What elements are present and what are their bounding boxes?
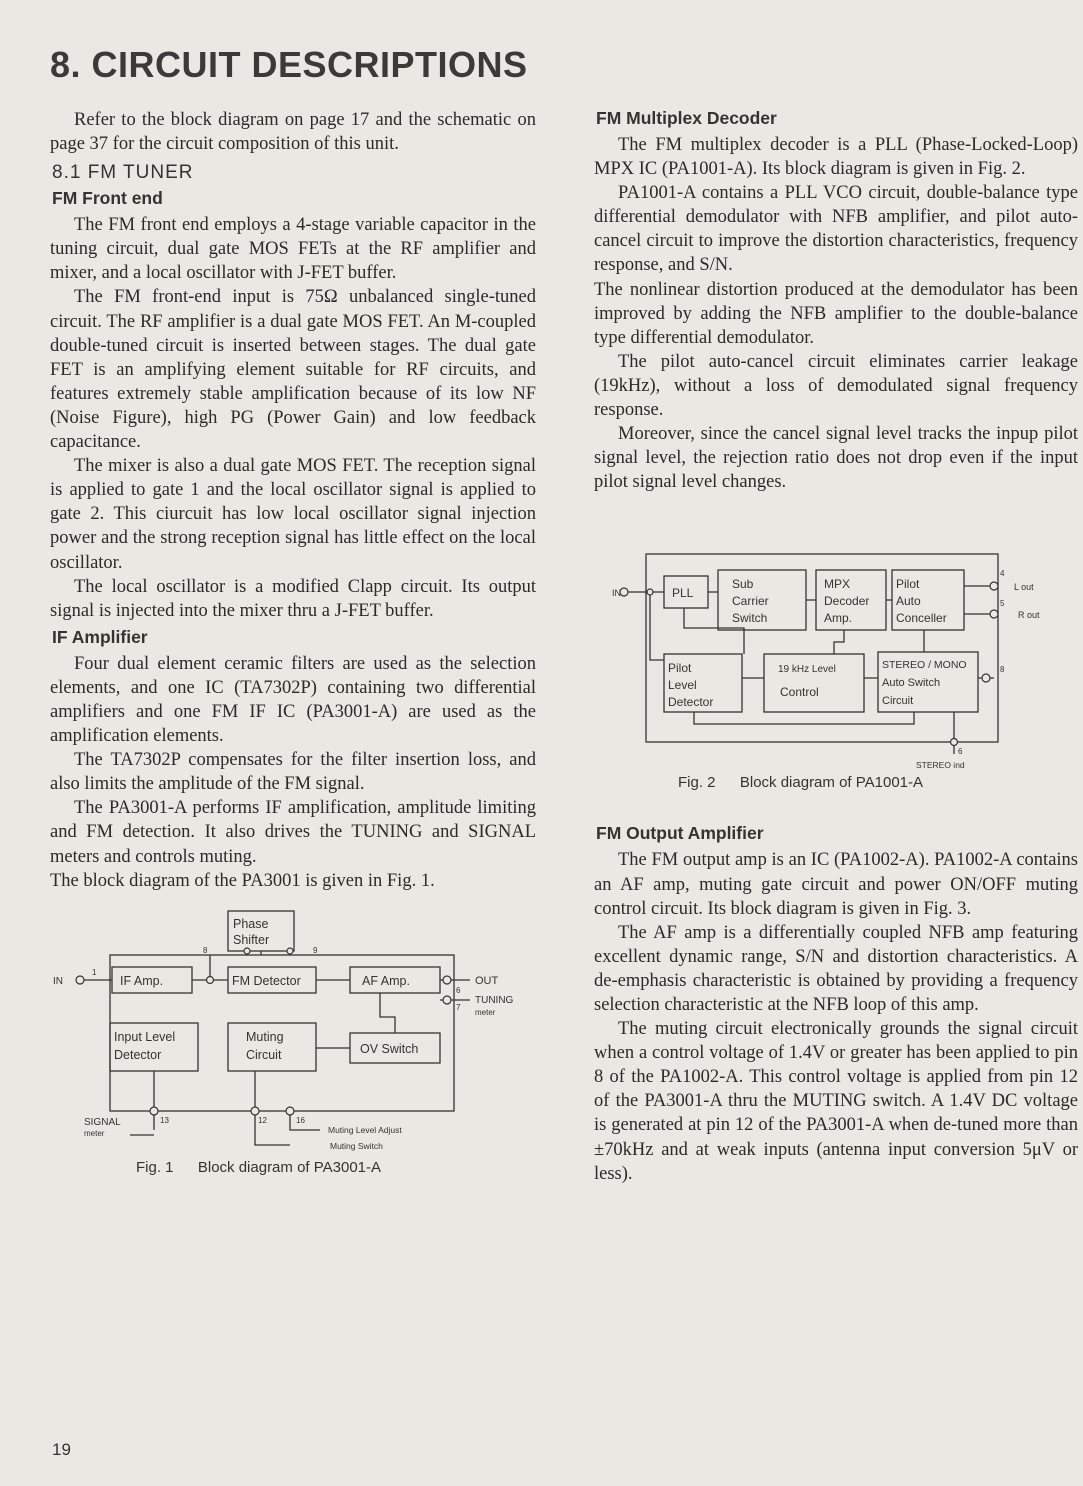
- if-paragraph-3: The PA3001-A performs IF amplification, amplitude limiting and FM detection. It also drives the TUNING and SIGNAL meters and controls muting.: [50, 798, 536, 867]
- subheading-fm-front-end: FM Front end: [52, 188, 163, 209]
- fig1-label-if-amp: IF Amp.: [120, 973, 164, 988]
- mpx-paragraph-3: The nonlinear distortion produced at the demodulator has been improved by adding the NFB amplifier to the double-balance type differential demodulator.: [594, 279, 1078, 348]
- subheading-fm-multiplex-decoder: FM Multiplex Decoder: [596, 108, 777, 128]
- fig1-label-muting-level-adjust: Muting Level Adjust: [328, 1124, 402, 1135]
- fig1-caption-text: Block diagram of PA3001-A: [197, 1158, 382, 1176]
- fig2-label-pll: PLL: [672, 586, 694, 601]
- front-end-paragraph-3: The mixer is also a dual gate MOS FET. The reception signal is applied to gate 1 and the local oscillator signal is applied to gate 2. This ciurcuit has low local oscillator signal injection power and the strong reception signal has little effect on the local oscillator.: [50, 456, 536, 573]
- fig2-label-in: IN: [612, 588, 621, 599]
- fig2-pin-4: 4: [1000, 569, 1005, 579]
- fig1-caption-number: Fig. 1: [136, 1158, 174, 1176]
- fig1-caption: [136, 1159, 536, 1176]
- fig2-pin-8: 8: [1000, 665, 1005, 675]
- fig2-label-stereo-1: STEREO / MONO: [882, 659, 967, 672]
- fig2-pin-5: 5: [1000, 599, 1005, 609]
- fig1-label-signal-2: meter: [84, 1128, 105, 1138]
- if-paragraph-1: Four dual element ceramic filters are used as the selection elements, and one IC (TA7302P) containing two differential amplifiers and one FM IF IC (PA3001-A) are used as the amplification elements.: [50, 653, 536, 747]
- fig1-label-fm-detector: FM Detector: [232, 973, 301, 988]
- fig1-pin-12: 12: [258, 1115, 267, 1125]
- fig2-caption: [678, 774, 1078, 791]
- fig1-label-signal-1: SIGNAL: [84, 1116, 121, 1128]
- fig2-label-l-out: L out: [1014, 582, 1034, 593]
- fig1-pin-13: 13: [160, 1115, 169, 1125]
- fig2-label-pilot-2: Auto: [896, 594, 921, 609]
- fig1-pin-9: 9: [313, 945, 318, 955]
- fig2-outer-frame: [646, 554, 998, 742]
- fig1-pin-7: 7: [456, 1002, 461, 1012]
- fig1-pin-1: 1: [92, 967, 97, 977]
- mpx-paragraph-4: The pilot auto-cancel circuit eliminates carrier leakage (19kHz), without a loss of demodulated signal frequency response.: [594, 351, 1078, 421]
- intro-paragraph: Refer to the block diagram on page 17 and the schematic on page 37 for the circuit composition of this unit.: [50, 110, 536, 155]
- fig1-label-muting-1: Muting: [246, 1029, 284, 1044]
- fig2-caption-text: Block diagram of PA1001-A: [739, 774, 924, 792]
- fig2-label-sub-3: Switch: [732, 611, 768, 626]
- fig2-label-mpx-1: MPX: [824, 577, 851, 592]
- fig1-block-diagram: [50, 905, 530, 1155]
- fig2-label-pilot-level-3: Detector: [668, 695, 714, 710]
- front-end-paragraph-4: The local oscillator is a modified Clapp circuit. Its output signal is injected into the mixer thru a J-FET buffer.: [50, 576, 536, 621]
- fig2-label-sub-2: Carrier: [732, 594, 769, 609]
- output-paragraph-2: The AF amp is a differentially coupled NFB amp featuring excellent dynamic range, S/N and distortion characteristics. A de-emphasis characteristic is obtained by providing a frequency selection characteristic at the NFB loop of this amp.: [594, 922, 1078, 1015]
- fig2-19khz-control-box: [764, 654, 864, 712]
- if-paragraph-2: The TA7302P compensates for the filter insertion loss, and also limits the amplitude of the FM signal.: [50, 750, 536, 795]
- fig1-label-out: OUT: [475, 974, 499, 987]
- fig1-label-af-amp: AF Amp.: [362, 973, 410, 988]
- fig2-label-stereo-ind: STEREO ind: [916, 760, 965, 771]
- fig1-label-tuning-1: TUNING: [475, 994, 514, 1006]
- mpx-paragraph-1: The FM multiplex decoder is a PLL (Phase-Locked-Loop) MPX IC (PA1001-A). Its block diagram is given in Fig. 2.: [594, 135, 1078, 180]
- fig1-label-muting-switch: Muting Switch: [330, 1140, 383, 1151]
- fig1-pin-6: 6: [456, 985, 461, 995]
- fig1-label-muting-2: Circuit: [246, 1047, 282, 1062]
- fig1-pin-16: 16: [296, 1115, 305, 1125]
- fig2-label-stereo-3: Circuit: [882, 695, 914, 708]
- fig2-label-r-out: R out: [1018, 610, 1040, 621]
- output-paragraph-3: The muting circuit electronically grounds the signal circuit when a control voltage of 1.4V or greater has been applied to pin 8 of the PA1002-A. This control voltage is applied from pin 12 of the PA3001-A thru the MUTING switch. A 1.4V DC voltage is generated at pin 12 of the PA3001-A when de-tuned more than ±70kHz and at weak inputs (antenna input conversion 5μV or less).: [594, 1019, 1078, 1184]
- fig2-label-sub-1: Sub: [732, 577, 754, 592]
- fig1-pin-8: 8: [203, 945, 208, 955]
- if-paragraph-4: The block diagram of the PA3001 is given in Fig. 1.: [50, 870, 435, 891]
- fig2-label-pilot-3: Conceller: [896, 611, 947, 626]
- right-column: [594, 108, 1078, 1186]
- fig2-label-mpx-2: Decoder: [824, 594, 870, 609]
- page-number: 19: [52, 1440, 71, 1459]
- page-title: 8. CIRCUIT DESCRIPTIONS: [50, 44, 528, 85]
- front-end-paragraph-2: The FM front-end input is 75Ω unbalanced single-tuned circuit. The RF amplifier is a dual gate MOS FET. An M-coupled double-tuned circuit is inserted between stages. The dual gate FET is an amplifying element suitable for RF circuits, and features extremely stable amplification because of its low NF (Noise Figure), high PG (Power Gain) and low feedback capacitance.: [50, 287, 536, 453]
- fig2-label-stereo-2: Auto Switch: [882, 677, 941, 690]
- fig2-pin-6: 6: [958, 747, 963, 757]
- mpx-paragraph-2: PA1001-A contains a PLL VCO circuit, double-balance type differential demodulator with NFB amplifier, and pilot auto-cancel circuit to improve the distortion characteristics, frequency response, and S/N.: [594, 183, 1078, 276]
- fig2-block-diagram: [594, 548, 1078, 774]
- front-end-paragraph-1: The FM front end employs a 4-stage variable capacitor in the tuning circuit, dual gate MOS FETs at the RF amplifier and mixer, and a local oscillator with J-FET buffer.: [50, 215, 536, 284]
- fig2-label-pilot-level-1: Pilot: [668, 661, 692, 676]
- fig1-label-input-level-2: Detector: [114, 1047, 162, 1062]
- mpx-paragraph-5: Moreover, since the cancel signal level tracks the inpup pilot signal level, the rejection ratio does not drop even if the input pilot signal level changes.: [594, 424, 1078, 493]
- fig2-label-control-2: Control: [780, 685, 819, 700]
- fig1-label-in: IN: [53, 975, 63, 987]
- fig1-label-phase-2: Shifter: [233, 932, 270, 947]
- fig2-label-pilot-1: Pilot: [896, 577, 920, 592]
- fig2-label-mpx-3: Amp.: [824, 611, 853, 626]
- output-paragraph-1: The FM output amp is an IC (PA1002-A). PA1002-A contains an AF amp, muting gate circuit and power ON/OFF muting control circuit. Its block diagram is given in Fig. 3.: [594, 850, 1078, 919]
- fig1-label-phase-1: Phase: [233, 916, 269, 931]
- section-heading-fm-tuner: 8.1 FM TUNER: [52, 162, 194, 184]
- fig2-label-control-1: 19 kHz Level: [778, 664, 836, 676]
- subheading-if-amplifier: IF Amplifier: [52, 626, 148, 647]
- fig2-label-pilot-level-2: Level: [668, 678, 697, 693]
- fig2-caption-number: Fig. 2: [678, 774, 716, 792]
- fig1-label-tuning-2: meter: [475, 1007, 496, 1017]
- fig1-label-input-level-1: Input Level: [114, 1029, 176, 1044]
- left-column: [50, 108, 536, 1176]
- subheading-fm-output-amplifier: FM Output Amplifier: [596, 823, 764, 844]
- fig1-label-ov-switch: OV Switch: [360, 1041, 419, 1056]
